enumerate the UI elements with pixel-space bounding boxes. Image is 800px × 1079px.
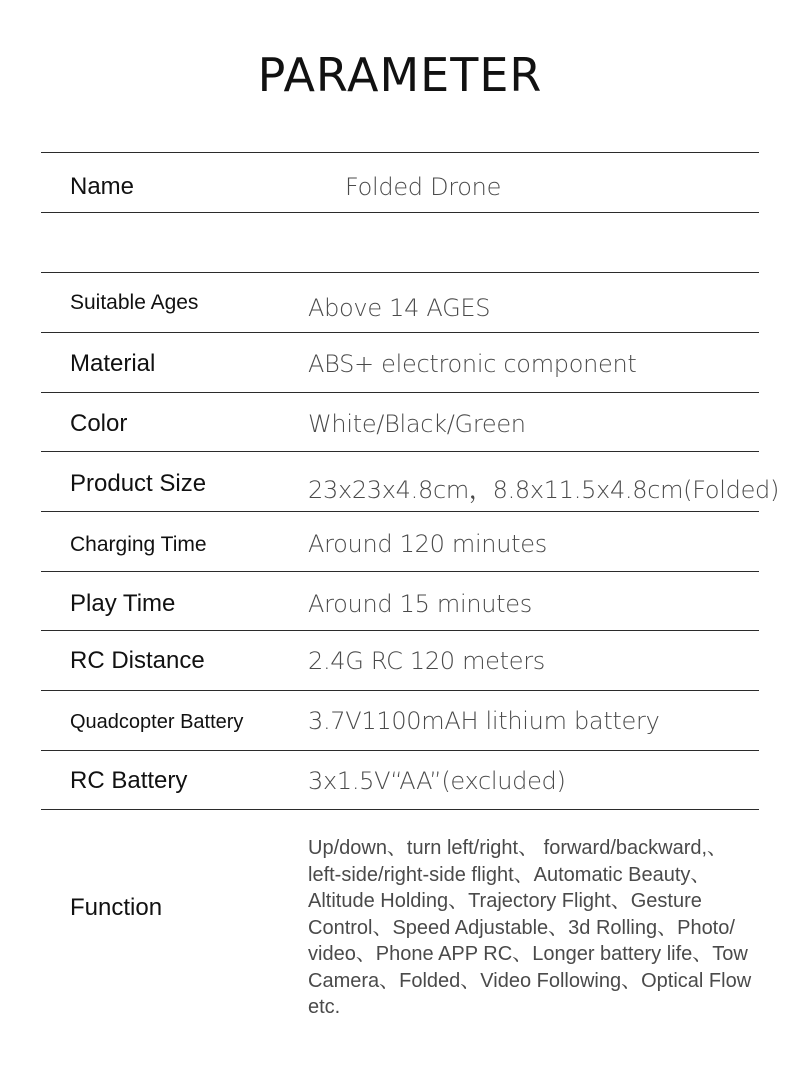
rc-distance-label: RC Distance — [70, 647, 205, 674]
function-value: Up/down、turn left/right、 forward/backward,、left-side/right-side flight、Automatic Beauty、Altitude Holding、Trajectory Flight、Gesture Control、Speed Adjustable、3d Rolling、Photo/ video、Phone APP RC、Longer battery life、Tow Camera、Folded、Video Following、Optical Flow etc. — [308, 837, 752, 1018]
color-label: Color — [70, 410, 128, 437]
table-divider — [41, 630, 759, 631]
table-divider — [41, 750, 759, 751]
rc-battery-value: 3x1.5V“AA”(excluded) — [308, 767, 566, 795]
rc-distance-value: 2.4G RC 120 meters — [308, 647, 545, 675]
color-value: White/Black/Green — [308, 410, 526, 438]
rc-battery-label: RC Battery — [70, 767, 188, 794]
table-divider — [41, 272, 759, 273]
play-time-value: Around 15 minutes — [308, 590, 532, 618]
table-divider — [41, 212, 759, 213]
play-time-label: Play Time — [70, 590, 176, 617]
product-size-value: 23x23x4.8cm，8.8x11.5x4.8cm(Folded) — [308, 476, 780, 504]
suitable-ages-label: Suitable Ages — [70, 291, 199, 314]
function-label: Function — [70, 894, 163, 921]
table-divider — [41, 332, 759, 333]
table-divider — [41, 571, 759, 572]
name-label: Name — [70, 173, 135, 200]
page-title: PARAMETER — [257, 48, 543, 102]
name-value: Folded Drone — [345, 173, 502, 201]
table-divider — [41, 392, 759, 393]
table-divider — [41, 690, 759, 691]
table-divider — [41, 511, 759, 512]
material-value: ABS+ electronic component — [308, 350, 637, 378]
material-label: Material — [70, 350, 156, 377]
product-size-label: Product Size — [70, 470, 207, 497]
quadcopter-battery-label: Quadcopter Battery — [70, 711, 244, 733]
table-divider — [41, 451, 759, 452]
charging-time-value: Around 120 minutes — [308, 530, 547, 558]
table-divider — [41, 809, 759, 810]
quadcopter-battery-value: 3.7V1100mAH lithium battery — [308, 707, 660, 735]
suitable-ages-value: Above 14 AGES — [308, 294, 491, 322]
table-divider — [41, 152, 759, 153]
charging-time-label: Charging Time — [70, 533, 207, 556]
